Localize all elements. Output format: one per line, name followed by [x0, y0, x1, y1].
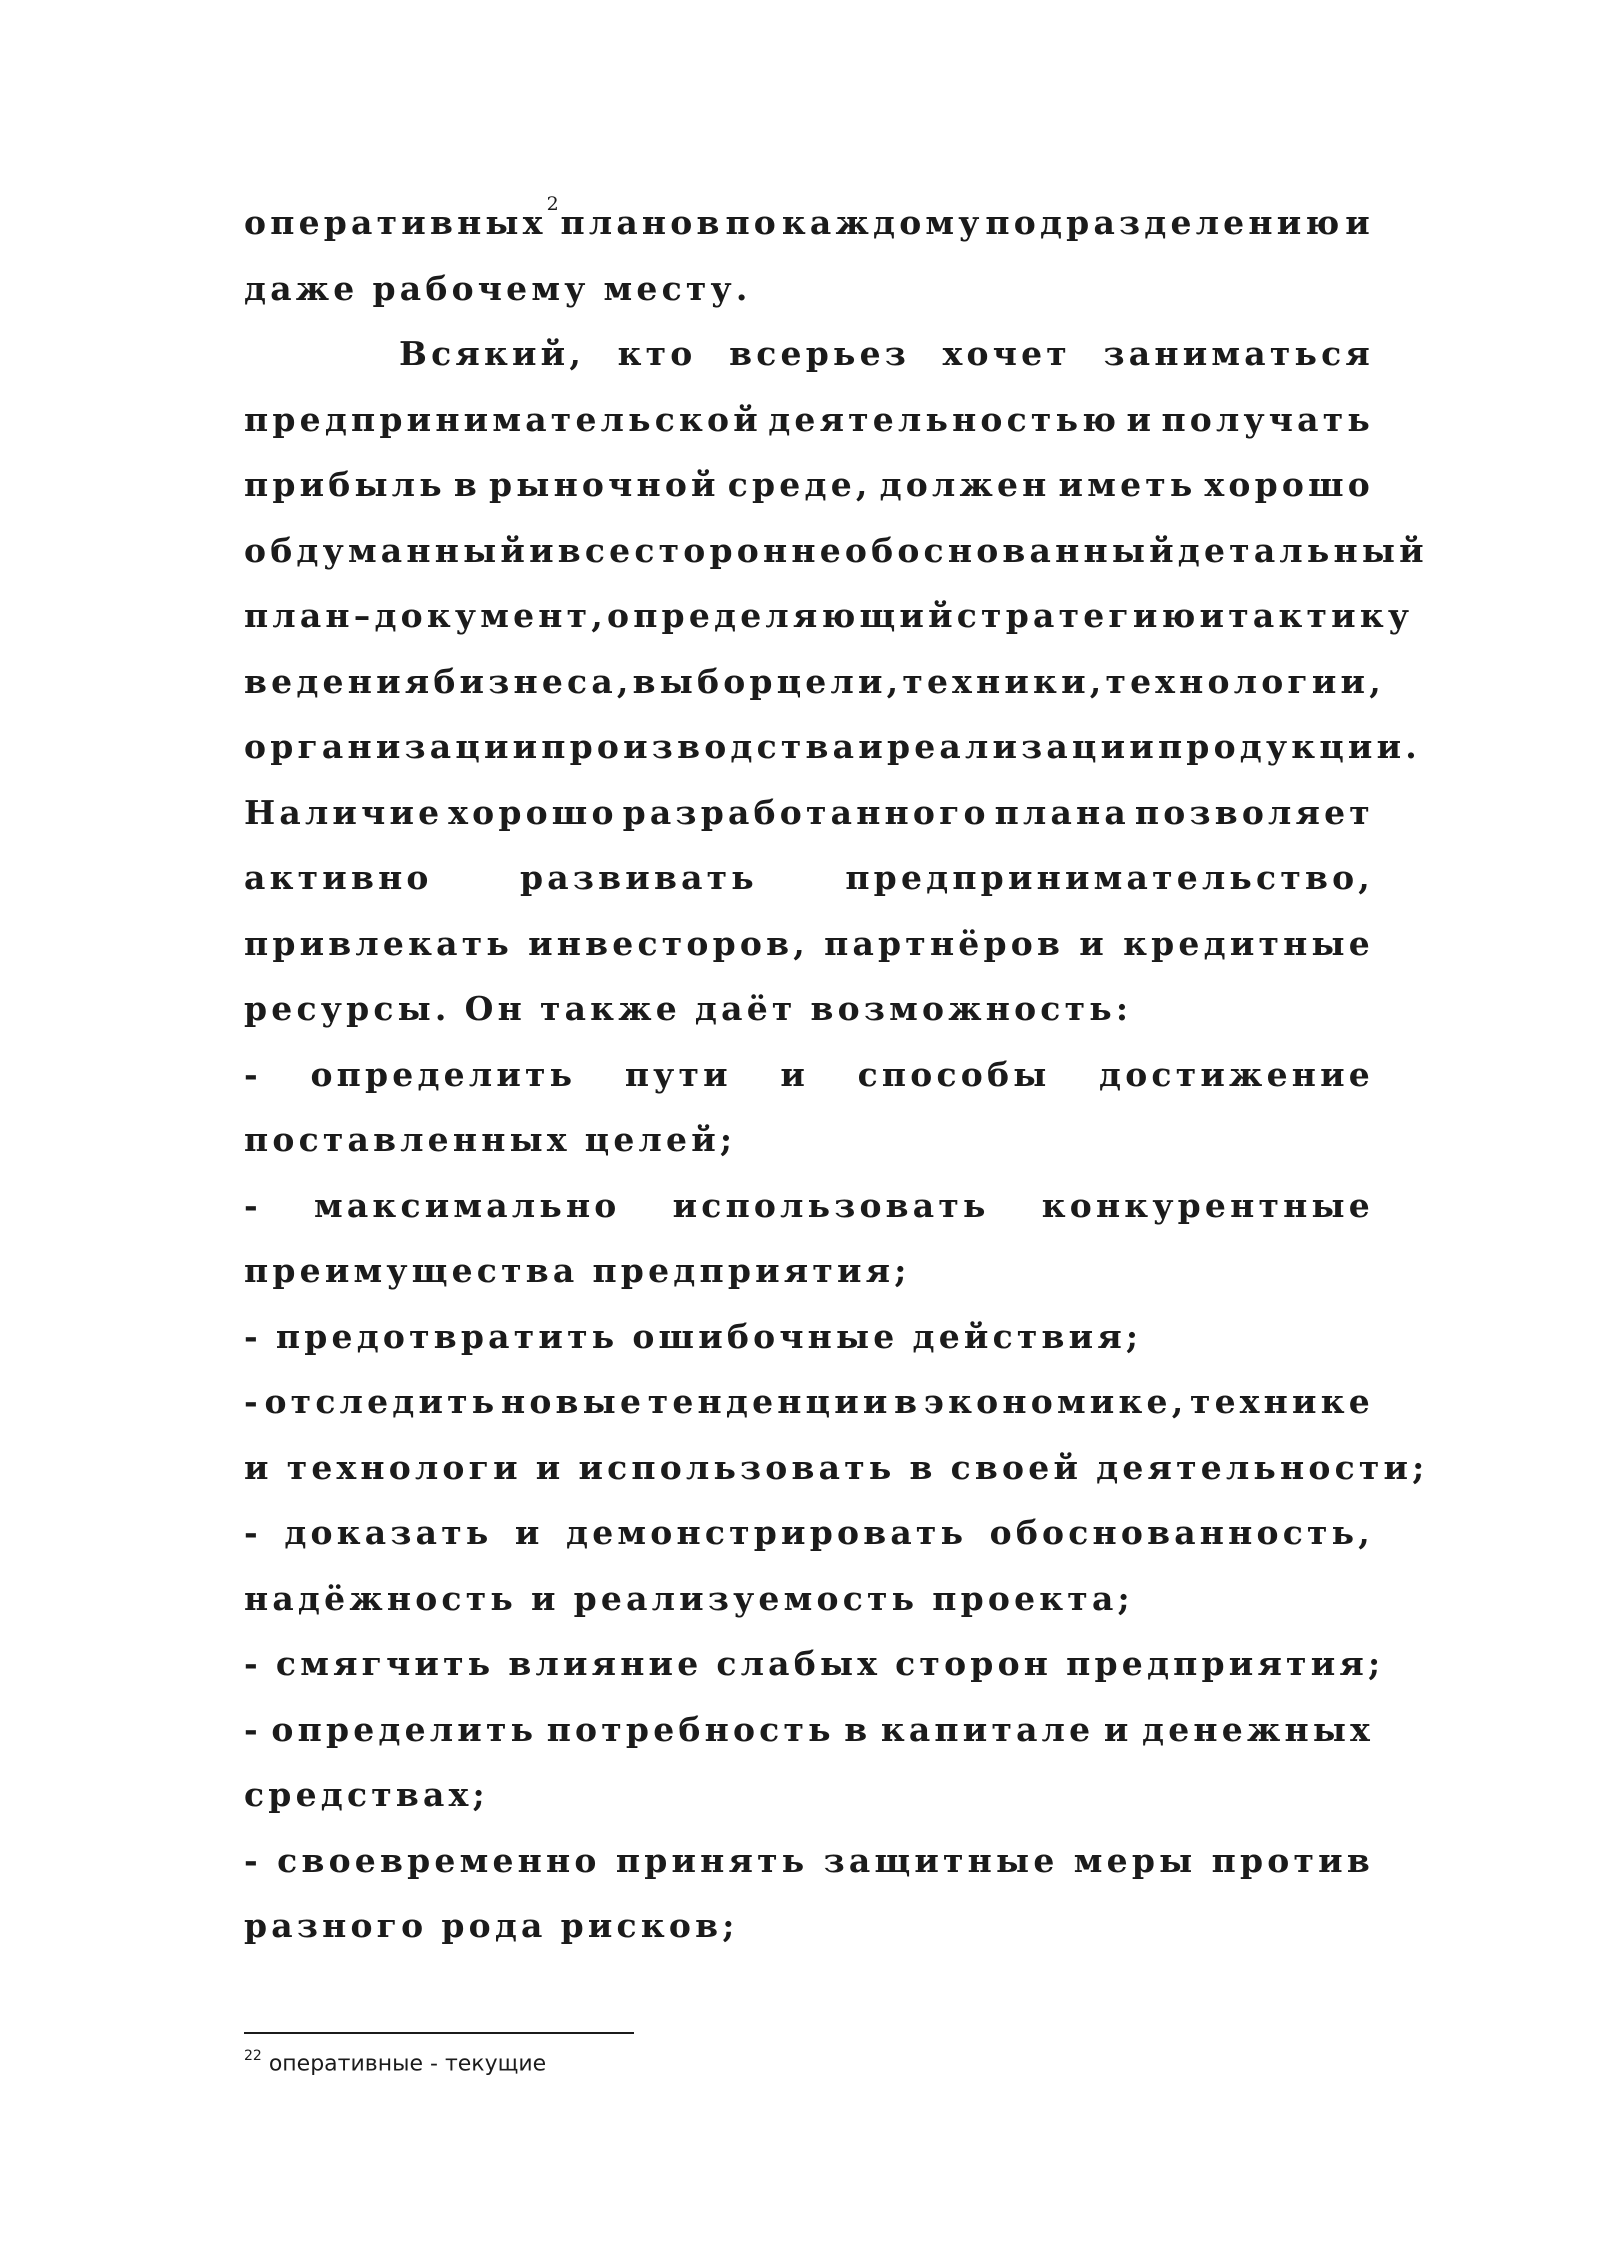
word: и — [514, 1513, 544, 1552]
word: в — [894, 1382, 922, 1421]
text-line — [244, 976, 1374, 1042]
word: доказать — [284, 1513, 493, 1552]
word: ресурсы. — [244, 989, 451, 1028]
word: в — [909, 1447, 937, 1487]
word: и — [858, 727, 887, 766]
word: позволяет — [1134, 792, 1374, 832]
word: предприятия; — [592, 1251, 911, 1290]
text-line — [244, 1107, 1374, 1173]
word: иметь — [1058, 465, 1197, 504]
word: предприятия; — [1066, 1644, 1385, 1683]
text-line — [244, 845, 1374, 911]
word: плана — [994, 792, 1130, 832]
word: определить — [310, 1054, 577, 1094]
word: максимально — [313, 1185, 621, 1225]
word: документ, — [374, 596, 607, 635]
word: месту. — [603, 268, 752, 308]
word: потребность — [546, 1709, 835, 1749]
word: заниматься — [1103, 334, 1374, 373]
word: - — [244, 1644, 262, 1683]
word: новые — [500, 1382, 646, 1421]
word: производства — [541, 727, 859, 766]
footnote-marker: 22 — [244, 2048, 262, 2064]
word: тенденции — [647, 1382, 892, 1421]
word: и — [1079, 923, 1108, 963]
word: кто — [617, 334, 697, 373]
word: тактику — [1228, 596, 1414, 635]
word: реализуемость — [573, 1578, 919, 1618]
word: и — [535, 1447, 565, 1487]
text-line — [244, 1435, 1429, 1501]
word: действия; — [912, 1316, 1143, 1356]
word: слабых — [716, 1644, 882, 1683]
word: меры — [1073, 1840, 1197, 1880]
word: – — [353, 596, 375, 635]
text-line — [244, 1173, 1374, 1239]
word: развивать — [520, 858, 758, 897]
word: по — [725, 203, 781, 242]
word: разработанного — [622, 792, 990, 832]
word: даже — [244, 268, 359, 308]
text-line — [244, 1304, 1374, 1370]
text-line — [244, 714, 1421, 780]
text-line — [244, 518, 1428, 584]
word: ведения — [244, 661, 434, 701]
text-line — [244, 911, 1374, 977]
word: всерьез — [729, 334, 911, 373]
word: и — [1126, 399, 1156, 439]
word: организации — [244, 727, 542, 766]
word: технике — [1189, 1382, 1374, 1421]
text-line — [244, 190, 1374, 256]
word: в — [453, 465, 482, 504]
word: деятельностью — [768, 399, 1121, 439]
word: даёт — [694, 989, 797, 1028]
word: технологии, — [1105, 661, 1385, 701]
text-line — [244, 649, 1385, 715]
word: выбор — [632, 661, 777, 701]
word: и — [1103, 1709, 1133, 1749]
text-line — [244, 387, 1374, 453]
word: техники, — [902, 661, 1106, 701]
text-line — [244, 1697, 1374, 1763]
word: демонстрировать — [566, 1513, 968, 1552]
word: предотвратить — [275, 1316, 619, 1356]
word: обдуманный — [244, 530, 530, 570]
text-line — [244, 1762, 1374, 1828]
text-line — [244, 1893, 1374, 1959]
word: рабочему — [372, 268, 590, 308]
footnote-text: оперативные - текущие — [268, 2051, 547, 2077]
word: в — [844, 1709, 872, 1749]
word: рода — [441, 1906, 547, 1945]
text-line — [244, 1369, 1374, 1435]
text-line — [244, 256, 1374, 322]
text-line — [244, 780, 1374, 846]
word: - — [244, 1185, 262, 1225]
text-line — [244, 321, 1374, 387]
word: влияние — [508, 1644, 703, 1683]
word: возможность: — [810, 989, 1133, 1028]
word: предпринимательской — [244, 399, 762, 439]
word: и — [244, 1447, 273, 1487]
word: рисков; — [560, 1906, 739, 1945]
word: экономике, — [923, 1382, 1188, 1421]
text-line — [244, 1042, 1374, 1108]
word: определяющий — [606, 596, 957, 635]
word: - — [244, 1709, 262, 1749]
word: рыночной — [489, 465, 720, 504]
text-line — [244, 1828, 1374, 1894]
word: сторон — [895, 1644, 1053, 1683]
word: Он — [464, 989, 526, 1028]
word: отследить — [264, 1382, 499, 1421]
word: и — [1199, 596, 1229, 635]
word: надёжность — [244, 1578, 517, 1618]
text-line — [244, 1238, 1374, 1304]
text-line — [244, 1631, 1385, 1697]
word: преимущества — [244, 1251, 579, 1290]
word: обоснованность, — [989, 1513, 1374, 1552]
word: против — [1211, 1840, 1374, 1880]
word: должен — [879, 465, 1051, 504]
word: инвесторов, — [528, 923, 809, 963]
word: план — [244, 596, 354, 635]
word: технологи — [286, 1447, 522, 1487]
word: ошибочные — [632, 1316, 899, 1356]
word: и — [780, 1054, 810, 1094]
text-line — [244, 452, 1374, 518]
word: привлекать — [244, 923, 513, 963]
word: конкурентные — [1041, 1185, 1374, 1225]
footnote-separator — [244, 2032, 634, 2034]
body-text — [244, 190, 1429, 1959]
word: - — [244, 1840, 262, 1880]
word: способы — [857, 1054, 1051, 1094]
word: хорошо — [1204, 465, 1374, 504]
word: детальный — [1177, 530, 1428, 570]
word: стратегию — [956, 596, 1200, 635]
word: продукции. — [1157, 727, 1421, 766]
word: денежных — [1142, 1709, 1374, 1749]
word: поставленных — [244, 1120, 571, 1159]
word: Наличие — [244, 792, 444, 832]
word: - — [244, 1054, 262, 1094]
text-line — [244, 583, 1414, 649]
word: разного — [244, 1906, 428, 1945]
word: принять — [615, 1840, 809, 1880]
word: - — [244, 1513, 262, 1552]
word: определить — [271, 1709, 538, 1749]
word: цели, — [776, 661, 903, 701]
word: бизнеса, — [433, 661, 633, 701]
word: и — [1345, 203, 1374, 242]
text-line — [244, 1566, 1374, 1632]
word: своевременно — [277, 1840, 601, 1880]
word: средствах; — [244, 1775, 489, 1814]
word: и — [529, 530, 558, 570]
word: планов — [560, 203, 724, 242]
text-line — [244, 1500, 1374, 1566]
word: оперативных — [244, 203, 547, 242]
word: также — [539, 989, 681, 1028]
word: хорошо — [448, 792, 618, 832]
word: всесторонне — [557, 530, 845, 570]
word: получать — [1161, 399, 1374, 439]
word: целей; — [584, 1120, 737, 1159]
word: Всякий, — [399, 334, 586, 373]
word: защитные — [823, 1840, 1059, 1880]
footnote-reference[interactable]: 2 — [546, 193, 559, 215]
word: реализации — [886, 727, 1158, 766]
word: прибыль — [244, 465, 446, 504]
word: использовать — [578, 1447, 896, 1487]
word-with-footnote — [244, 190, 559, 256]
word: смягчить — [275, 1644, 495, 1683]
word: кредитные — [1123, 923, 1374, 963]
word: - — [244, 1382, 262, 1421]
word: пути — [624, 1054, 732, 1094]
word: предпринимательство, — [845, 858, 1374, 897]
word: - — [244, 1316, 262, 1356]
word: каждому — [781, 203, 984, 242]
word: и — [530, 1578, 560, 1618]
word: проекта; — [932, 1578, 1134, 1618]
word: партнёров — [824, 923, 1065, 963]
word: хочет — [942, 334, 1071, 373]
word: достижение — [1099, 1054, 1374, 1094]
word: деятельности; — [1096, 1447, 1429, 1487]
word: капитале — [880, 1709, 1095, 1749]
word: активно — [244, 858, 433, 897]
word: использовать — [672, 1185, 990, 1225]
word: среде, — [727, 465, 872, 504]
footnote — [244, 2050, 546, 2076]
word: своей — [950, 1447, 1083, 1487]
word: обоснованный — [844, 530, 1178, 570]
word: подразделению — [985, 203, 1344, 242]
